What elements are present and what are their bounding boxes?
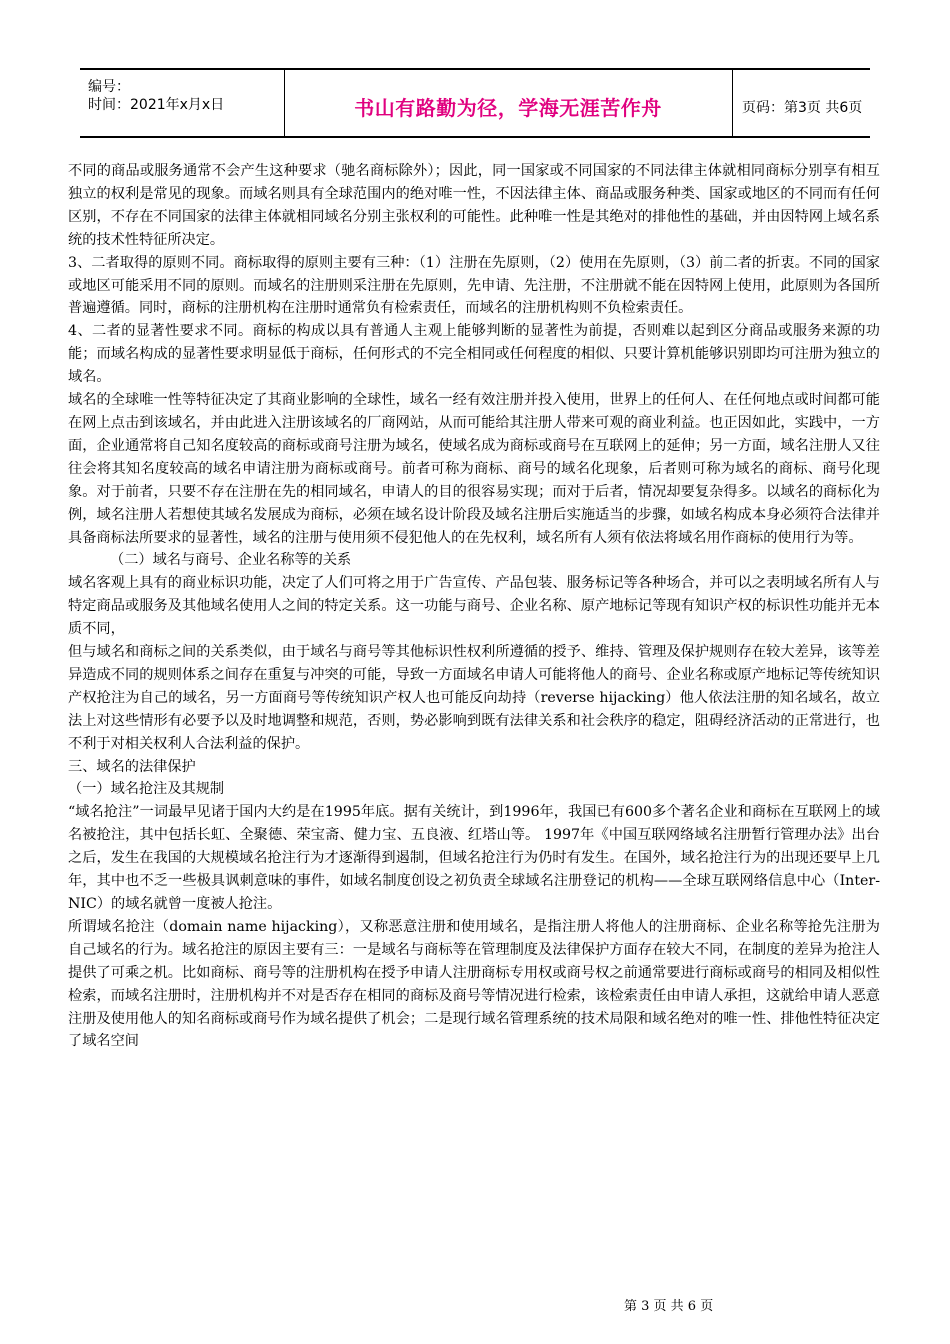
date-label: 时间：2021年x月x日 — [88, 97, 225, 113]
paragraph: 但与域名和商标之间的关系类似，由于域名与商号等其他标识性权利所遵循的授予、维持、管理及保护规则存在较大差异，该等差异造成不同的规则体系之间存在重复与冲突的可能，导致一方面域名申请人可能将他人的商号、企业名称或原产地标记等传统知识产权抢注为自己的域名，另一方面商号等传统知识产权人也可能反向劫持（reverse hijacking）他人依法注册的知名域名，故立法上对这些情形有必要予以及时地调整和规范，否则，势必影响到既有法律关系和社会秩序的稳定，阻碍经济活动的正常进行，也不利于对相关权利人合法利益的保护。 — [68, 644, 880, 752]
motto: 书山有路勤为径，学海无涯苦作舟 — [354, 96, 662, 120]
document-body — [68, 160, 880, 1053]
paragraph: 域名客观上具有的商业标识功能，决定了人们可将之用于广告宣传、产品包装、服务标记等各种场合，并可以之表明域名所有人与特定商品或服务及其他域名使用人之间的特定关系。这一功能与商号、企业名称、原产地标记等现有知识产权的标识性功能并无本质不同， — [68, 575, 880, 638]
paragraph: 所谓域名抢注（domain name hijacking），又称恶意注册和使用域名，是指注册人将他人的注册商标、企业名称等抢先注册为自己域名的行为。域名抢注的原因主要有三：一是域名与商标等在管理制度及法律保护方面存在较大不同，在制度的差异为抢注人提供了可乘之机。比如商标、商号等的注册机构在授予申请人注册商标专用权或商号权之前通常要进行商标或商号的相同及相似性检索，而域名注册时，注册机构并不对是否存在相同的商标及商号等情况进行检索，该检索责任由申请人承担，这就给申请人恶意注册及使用他人的知名商标或商号作为域名提供了机会；二是现行域名管理系统的技术局限和域名绝对的唯一性、排他性特征决定了域名空间 — [68, 918, 880, 1050]
paragraph: 3、二者取得的原则不同。商标取得的原则主要有三种：（1）注册在先原则，（2）使用在先原则，（3）前二者的折衷。不同的国家或地区可能采用不同的原则。而域名的注册则采注册在先原则，先申请、先注册，不注册就不能在因特网上使用，此原则为各国所普遍遵循。同时，商标的注册机构在注册时通常负有检索责任，而域名的注册机构则不负检索责任。 — [68, 254, 880, 317]
page-footer: 第 3 页 共 6 页 — [624, 1299, 714, 1314]
header-right-cell — [732, 70, 870, 136]
section-heading: 三、域名的法律保护 — [68, 758, 196, 775]
page-code: 页码：第3页 共6页 — [742, 100, 863, 116]
header-left-cell — [80, 70, 285, 136]
section-heading: （二）域名与商号、企业名称等的关系 — [110, 552, 352, 569]
subsection-heading: （一）域名抢注及其规制 — [68, 781, 225, 798]
paragraph: 4、二者的显著性要求不同。商标的构成以具有普通人主观上能够判断的显著性为前提，否则难以起到区分商品或服务来源的功能；而域名构成的显著性要求明显低于商标，任何形式的不完全相同或任何程度的相似、只要计算机能够识别即均可注册为独立的域名。 — [68, 323, 880, 386]
paragraph: 域名的全球唯一性等特征决定了其商业影响的全球性，域名一经有效注册并投入使用，世界上的任何人、在任何地点或时间都可能在网上点击到该域名，并由此进入注册该域名的厂商网站，从而可能给其注册人带来可观的商业利益。也正因如此，实践中，一方面，企业通常将自己知名度较高的商标或商号注册为域名，使域名成为商标或商号在互联网上的延伸；另一方面，域名注册人又往往会将其知名度较高的域名申请注册为商标或商号。前者可称为商标、商号的域名化现象，后者则可称为域名的商标、商号化现象。对于前者，只要不存在注册在先的相同域名，申请人的目的很容易实现；而对于后者，情况却要复杂得多。以域名的商标化为例，域名注册人若想使其域名发展成为商标，必须在域名设计阶段及域名注册后实施适当的步骤，如域名构成本身必须符合法律并具备商标法所要求的显著性，域名的注册与使用须不侵犯他人的在先权利，域名所有人须有依法将域名用作商标的使用行为等。 — [68, 392, 880, 546]
page-header — [80, 68, 870, 138]
paragraph: 不同的商品或服务通常不会产生这种要求（驰名商标除外）；因此，同一国家或不同国家的不同法律主体就相同商标分别享有相互独立的权利是常见的现象。而域名则具有全球范围内的绝对唯一性，不因法律主体、商品或服务种类、国家或地区的不同而有任何区别，不存在不同国家的法律主体就相同域名分别主张权利的可能性。此种唯一性是其绝对的排他性的基础，并由因特网上域名系统的技术性特征所决定。 — [68, 163, 880, 248]
header-motto-cell — [284, 70, 733, 136]
paragraph: “域名抢注”一词最早见诸于国内大约是在1995年底。据有关统计，到1996年，我国已有600多个著名企业和商标在互联网上的域名被抢注，其中包括长虹、全聚德、荣宝斋、健力宝、五良液、红塔山等。 1997年《中国互联网络域名注册暂行管理办法》出台之后，发生在我国的大规模域名抢注行为才逐渐得到遏制，但域名抢注行为仍时有发生。在国外，域名抢注行为的出现还要早上几年，其中也不乏一些极具讽刺意味的事件，如域名制度创设之初负责全球域名注册登记的机构——全球互联网络信息中心（Inter-NIC）的域名就曾一度被人抢注。 — [68, 804, 880, 912]
number-label: 编号： — [88, 79, 130, 95]
